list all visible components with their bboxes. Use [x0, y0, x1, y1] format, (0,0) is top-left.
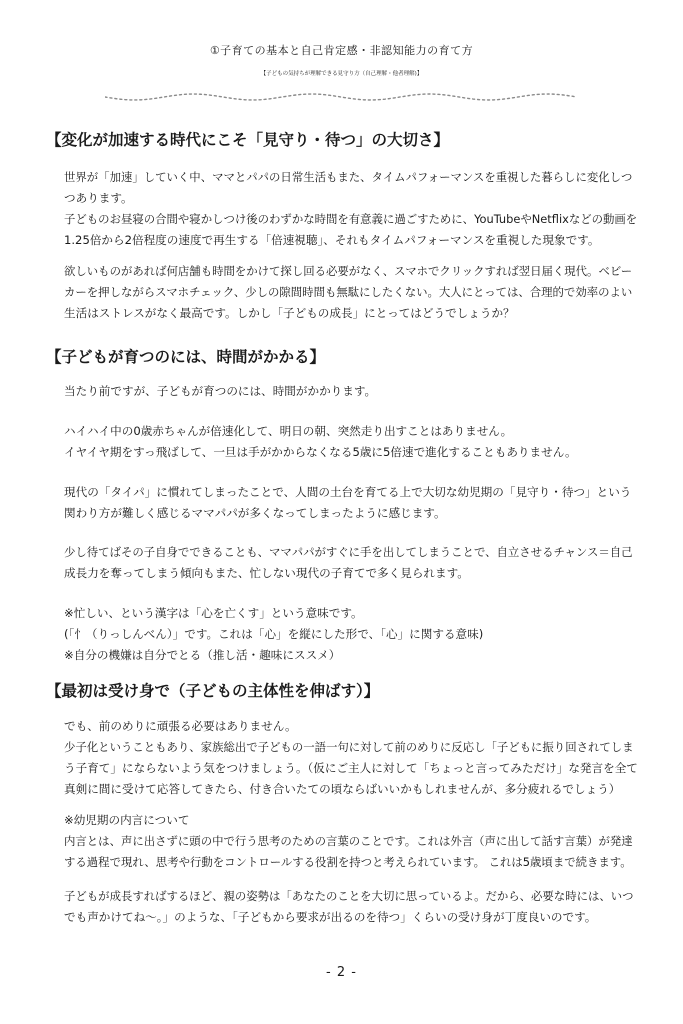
text-line: う子育て」にならないよう気をつけましょう。（仮にご主人に対して「ちょっと言ってみただけ」な発言を全て	[64, 761, 638, 775]
text-line: 少子化ということもあり、家族総出で子どもの一語一句に対して前のめりに反応し「子どもに振り回されてしま	[64, 740, 634, 754]
text-line: カーを押しながらスマホチェック、少しの隙間時間も無駄にしたくない。大人にとっては、合理的で効率のよい	[64, 285, 633, 299]
text-line: する過程で現れ、思考や行動をコントロールする役割を持つと考えられています。 これは5歳頃まで続きます。	[64, 855, 632, 869]
text-line: 1.25倍から2倍程度の速度で再生する「倍速視聴」、それもタイムパフォーマンスを重視した現象です。	[64, 233, 600, 247]
text-line: 成長力を奪ってしまう傾向もまた、忙しない現代の子育てで多く見られます。	[64, 566, 469, 580]
section-heading-receptive: 【最初は受け身で（子どもの主体性を伸ばす）】	[46, 682, 380, 700]
text-line: 子どもが成長すればするほど、親の姿勢は「あなたのことを大切に思っているよ。だから、必要な時には、いつ	[64, 889, 634, 903]
text-line: 現代の「タイパ」に慣れてしまったことで、人間の土台を育てる上で大切な幼児期の「見守り・待つ」という	[64, 485, 632, 499]
text-line: 当たり前ですが、子どもが育つのには、時間がかかります。	[64, 384, 377, 398]
text-line: 子どものお昼寝の合間や寝かしつけ後のわずかな時間を有意義に過ごすために、YouTubeやNetflixなどの動画を	[64, 212, 638, 226]
text-line: つあります。	[64, 191, 133, 205]
text-line: 世界が「加速」していく中、ママとパパの日常生活もまた、タイムパフォーマンスを重視した暮らしに変化しつ	[64, 170, 633, 184]
text-line: 内言とは、声に出さずに頭の中で行う思考のための言葉のことです。これは外言（声に出して話す言葉）が発達	[64, 834, 633, 848]
paragraph	[64, 261, 638, 324]
page-number: - 2 -	[326, 965, 357, 980]
text-line: ※忙しい、という漢字は「心を亡くす」という意味です。	[64, 606, 363, 620]
paragraph	[64, 381, 638, 402]
paragraph	[64, 421, 638, 463]
section-heading-acceleration: 【変化が加速する時代にこそ「見守り・待つ」の大切さ】	[46, 131, 450, 149]
paragraph	[64, 167, 638, 251]
text-line: 関わり方が難しく感じるママパパが多くなってしまったように感じます。	[64, 506, 446, 520]
paragraph	[64, 482, 638, 524]
text-line: 生活はストレスがなく最高です。しかし「子どもの成長」にとってはどうでしょうか？	[64, 306, 515, 320]
text-line: 欲しいものがあれば何店舗も時間をかけて探し回る必要がなく、スマホでクリックすれば翌日届く現代。ベビー	[64, 264, 633, 278]
text-line: ※自分の機嫌は自分でとる（推し活・趣味にススメ）	[64, 648, 341, 662]
paragraph	[64, 542, 638, 584]
text-line: でも、前のめりに頑張る必要はありません。	[64, 719, 297, 733]
text-line: ハイハイ中の0歳赤ちゃんが倍速化して、明日の朝、突然走り出すことはありません。	[64, 424, 513, 438]
document-title: ①子育ての基本と自己肯定感・非認知能力の育て方	[209, 44, 474, 57]
text-line: 少し待てばその子自身でできることも、ママパパがすぐに手を出してしまうことで、自立させるチャンス＝自己	[64, 545, 633, 559]
text-line: でも声かけてね〜。」のような、「子どもから要求が出るのを待つ」くらいの受け身が丁度良いのです。	[64, 910, 597, 924]
text-line: 真剣に間に受けて応答してきたら、付き合いたての頃ならばいいかもしれませんが、多分疲れるでしょう）	[64, 782, 621, 796]
text-line: (「忄（りっしんべん）」です。これは「心」を縦にした形で、「心」に関する意味)	[64, 627, 484, 641]
paragraph	[64, 603, 638, 666]
text-line: イヤイヤ期をすっ飛ばして、一旦は手がかからなくなる5歳に5倍速で進化することもありません。	[64, 445, 577, 459]
paragraph	[64, 810, 638, 873]
paragraph	[64, 716, 638, 800]
section-heading-time: 【子どもが育つのには、時間がかかる】	[46, 348, 326, 366]
wavy-divider	[105, 90, 577, 104]
text-line: ※幼児期の内言について	[64, 813, 190, 827]
document-subtitle: 【子どもの気持ちが理解できる見守り方（自己理解・他者理解)】	[260, 71, 423, 77]
paragraph	[64, 886, 638, 928]
